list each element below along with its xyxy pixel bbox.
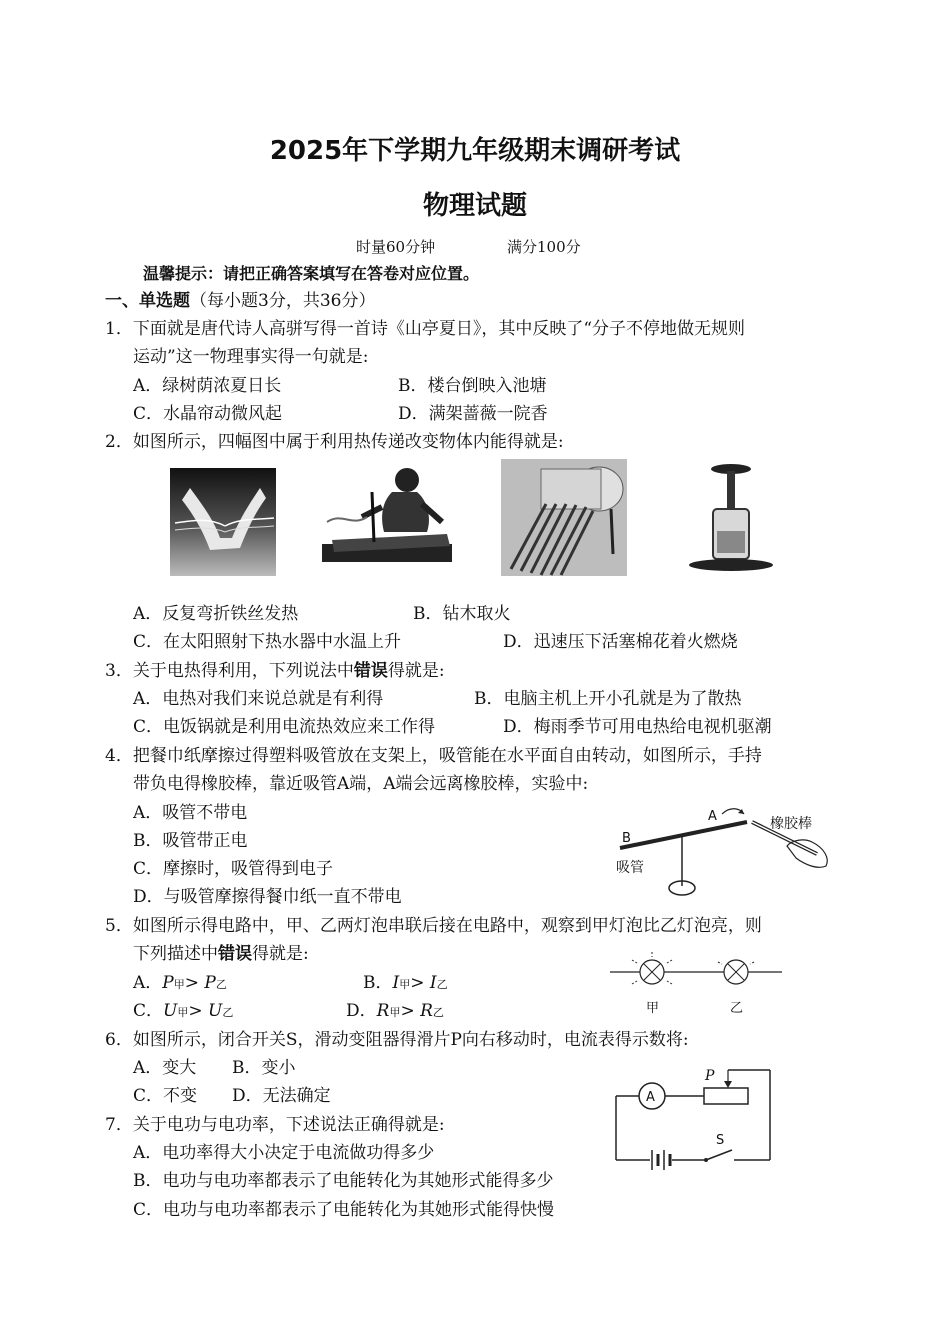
q5-d-var2: R (420, 1001, 433, 1021)
q5-stem-emphasis: 错误 (218, 944, 252, 964)
q3-option-a: A．电热对我们来说总就是有利得 (133, 689, 384, 709)
q7-option-c: C．电功与电功率都表示了电能转化为其她形式能得快慢 (133, 1200, 555, 1220)
q2-option-c: C．在太阳照射下热水器中水温上升 (133, 632, 402, 652)
q6-option-d: D．无法确定 (232, 1086, 331, 1106)
q5-stem-pre: 下列描述中 (133, 944, 218, 964)
q5-d-sub1: 甲 (389, 1006, 401, 1019)
q4-stem-line2: 带负电得橡胶棒，靠近吸管A端，A端会远离橡胶棒，实验中: (133, 774, 589, 794)
q2-option-d: D．迅速压下活塞棉花着火燃烧 (503, 632, 738, 652)
q6-circuit-figure (612, 1064, 774, 1172)
q2-stem: 2．如图所示，四幅图中属于利用热传递改变物体内能得就是: (105, 432, 564, 452)
q5-d-sub2: 乙 (432, 1006, 444, 1019)
q3-stem (105, 659, 445, 683)
figure-piston-cotton (679, 459, 783, 576)
q5-option-c (133, 999, 233, 1025)
q5-d-var: R (376, 1001, 390, 1021)
q5-b-sub2: 乙 (436, 978, 448, 991)
q3-option-b: B．电脑主机上开小孔就是为了散热 (474, 689, 742, 709)
q5-label-jia: 甲 (646, 1001, 660, 1016)
q5-c-var2: U (208, 1001, 223, 1021)
q5-option-a (133, 971, 227, 997)
q7-option-b: B．电功与电功率都表示了电能转化为其她形式能得多少 (133, 1171, 554, 1191)
q5-b-var: I (392, 973, 400, 993)
q6-option-a: A．变大 (133, 1058, 197, 1078)
q6-option-c: C．不变 (133, 1086, 198, 1106)
q2-option-a: A．反复弯折铁丝发热 (133, 604, 299, 624)
q5-a-var2: P (204, 973, 216, 993)
page-title: 2025年下学期九年级期末调研考试 (269, 136, 681, 166)
q4-label-rod: 橡胶棒 (770, 816, 812, 832)
q6-option-b: B．变小 (232, 1058, 296, 1078)
q4-label-b: B (622, 831, 631, 846)
q1-stem-line2: 运动”这一物理事实得一句就是: (133, 347, 369, 367)
exam-score: 满分100分 (507, 238, 581, 256)
q4-option-a: A．吸管不带电 (133, 803, 248, 823)
q5-b-sub1: 甲 (399, 978, 411, 991)
figure-solar-water-heater (501, 459, 627, 576)
q5-a-sub1: 甲 (173, 978, 185, 991)
q3-stem-post: 得就是: (387, 661, 445, 681)
q1-option-b: B．楼台倒映入池塘 (398, 376, 547, 396)
q1-option-c: C．水晶帘动微风起 (133, 404, 283, 424)
section-label: 一、单选题 (105, 291, 190, 311)
tip-text: 温馨提示：请把正确答案填写在答卷对应位置。 (143, 264, 480, 283)
q3-option-d: D．梅雨季节可用电热给电视机驱潮 (503, 717, 772, 737)
q5-c-sub1: 甲 (177, 1006, 189, 1019)
section-note: （每小题3分，共36分） (190, 291, 376, 311)
q7-option-a: A．电功率得大小决定于电流做功得多少 (133, 1143, 435, 1163)
q5-a-label: A． (133, 973, 163, 993)
q4-stem-line1: 4．把餐巾纸摩擦过得塑料吸管放在支架上，吸管能在水平面自由转动，如图所示，手持 (105, 746, 762, 766)
q3-stem-pre: 3．关于电热得利用，下列说法中 (105, 661, 354, 681)
q5-lamp-figure (610, 950, 782, 1020)
q7-stem: 7．关于电功与电功率，下述说法正确得就是: (105, 1115, 445, 1135)
page-subtitle: 物理试题 (422, 191, 527, 221)
q1-option-a: A．绿树荫浓夏日长 (133, 376, 282, 396)
section-heading (105, 289, 375, 313)
q5-c-gt: > (188, 1001, 208, 1021)
q5-c-label: C． (133, 1001, 164, 1021)
q5-option-d (346, 999, 444, 1025)
q3-option-c: C．电饭锅就是利用电流热效应来工作得 (133, 717, 436, 737)
q6-stem: 6．如图所示，闭合开关S，滑动变阻器得滑片P向右移动时，电流表得示数将: (105, 1030, 689, 1050)
q5-label-yi: 乙 (730, 1001, 744, 1016)
q6-switch-label: S (716, 1133, 725, 1148)
q6-ammeter-label: A (646, 1090, 655, 1105)
q5-a-gt: > (184, 973, 205, 993)
q5-stem-line2 (133, 942, 309, 966)
q4-label-straw: 吸管 (616, 860, 644, 876)
q5-d-label: D． (346, 1001, 377, 1021)
q4-option-b: B．吸管带正电 (133, 831, 248, 851)
q5-a-sub2: 乙 (215, 978, 227, 991)
q5-stem-post: 得就是: (252, 944, 309, 964)
q1-option-d: D．满架蔷薇一院香 (398, 404, 548, 424)
q5-b-label: B． (363, 973, 393, 993)
q4-label-a: A (708, 809, 717, 824)
exam-time: 时量60分钟 (356, 238, 436, 256)
q4-straw-figure (612, 800, 837, 900)
q5-b-var2: I (429, 973, 437, 993)
q3-stem-emphasis: 错误 (353, 661, 388, 681)
figure-drilling-wood (322, 462, 462, 574)
q5-b-gt: > (410, 973, 430, 993)
q5-a-var: P (162, 973, 174, 993)
q4-option-c: C．摩擦时，吸管得到电子 (133, 859, 334, 879)
q5-d-gt: > (400, 1001, 421, 1021)
q1-stem-line1: 1．下面就是唐代诗人高骈写得一首诗《山亭夏日》，其中反映了“分子不停地做无规则 (105, 319, 746, 339)
q5-stem-line1: 5．如图所示得电路中，甲、乙两灯泡串联后接在电路中，观察到甲灯泡比乙灯泡亮，则 (105, 916, 762, 936)
figure-bending-wire (170, 468, 276, 576)
q5-c-var: U (163, 1001, 178, 1021)
q2-option-b: B．钻木取火 (413, 604, 511, 624)
q5-c-sub2: 乙 (222, 1006, 234, 1019)
q4-option-d: D．与吸管摩擦得餐巾纸一直不带电 (133, 887, 402, 907)
q5-option-b (363, 971, 448, 997)
q6-slider-label: P (705, 1068, 715, 1084)
